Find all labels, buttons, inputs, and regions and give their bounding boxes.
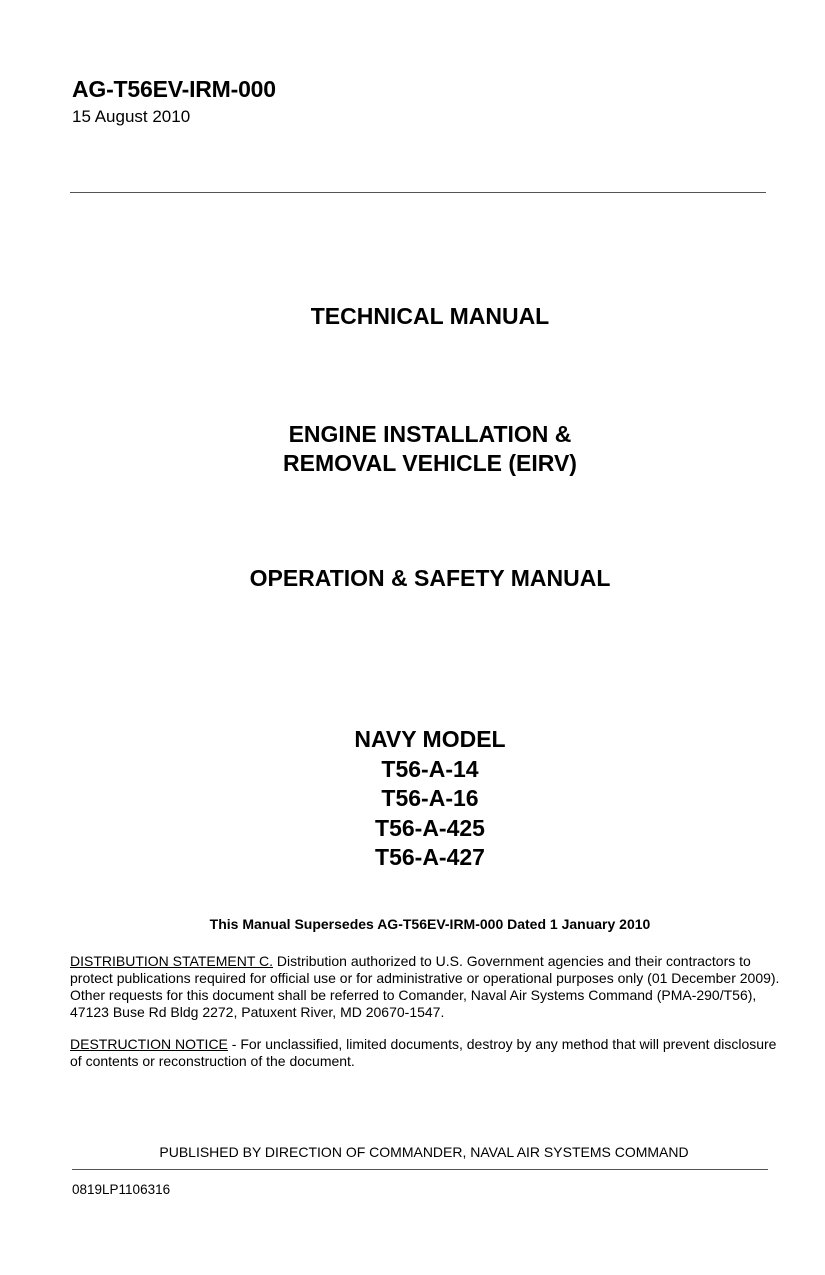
destruction-notice bbox=[70, 1036, 790, 1070]
destruction-label: DESTRUCTION NOTICE bbox=[70, 1036, 228, 1052]
model-list bbox=[0, 725, 825, 873]
destruction-text: - For unclassified, limited documents, destroy by any method that will prevent disclosure of contents or reconstruction of the document. bbox=[70, 1036, 777, 1069]
model-item: T56-A-427 bbox=[375, 844, 485, 870]
vehicle-title-line-1: ENGINE INSTALLATION & bbox=[288, 421, 572, 447]
vehicle-title bbox=[0, 420, 825, 478]
model-item: T56-A-14 bbox=[381, 755, 479, 782]
bottom-divider bbox=[72, 1169, 768, 1170]
distribution-label: DISTRIBUTION STATEMENT C. bbox=[70, 953, 274, 969]
document-number: AG-T56EV-IRM-000 bbox=[72, 76, 276, 102]
control-number: 0819LP1106316 bbox=[72, 1182, 171, 1197]
distribution-statement bbox=[70, 953, 790, 1021]
model-item: T56-A-16 bbox=[381, 785, 479, 811]
distribution-text: Distribution authorized to U.S. Government agencies and their contractors to protect publications required for official use or for administrative or operational purposes only (01 December 2009). Other requests for this document shall be referred to Comander, Naval Air Systems Command (PMA-290/T56), 47123 Buse Rd Bldg 2272, Patuxent River, MD 20670-1547. bbox=[70, 953, 780, 1020]
manual-type-title: TECHNICAL MANUAL bbox=[310, 303, 550, 329]
document-date: 15 August 2010 bbox=[72, 107, 191, 126]
top-divider bbox=[70, 192, 766, 193]
vehicle-title-line-2: REMOVAL VEHICLE (EIRV) bbox=[283, 450, 577, 476]
manual-name-title: OPERATION & SAFETY MANUAL bbox=[249, 565, 611, 591]
publisher-line: PUBLISHED BY DIRECTION OF COMMANDER, NAVAL AIR SYSTEMS COMMAND bbox=[159, 1144, 689, 1160]
supersedes-notice: This Manual Supersedes AG-T56EV-IRM-000 Dated 1 January 2010 bbox=[209, 916, 651, 932]
model-item: T56-A-425 bbox=[375, 814, 485, 841]
model-heading: NAVY MODEL bbox=[354, 726, 506, 752]
